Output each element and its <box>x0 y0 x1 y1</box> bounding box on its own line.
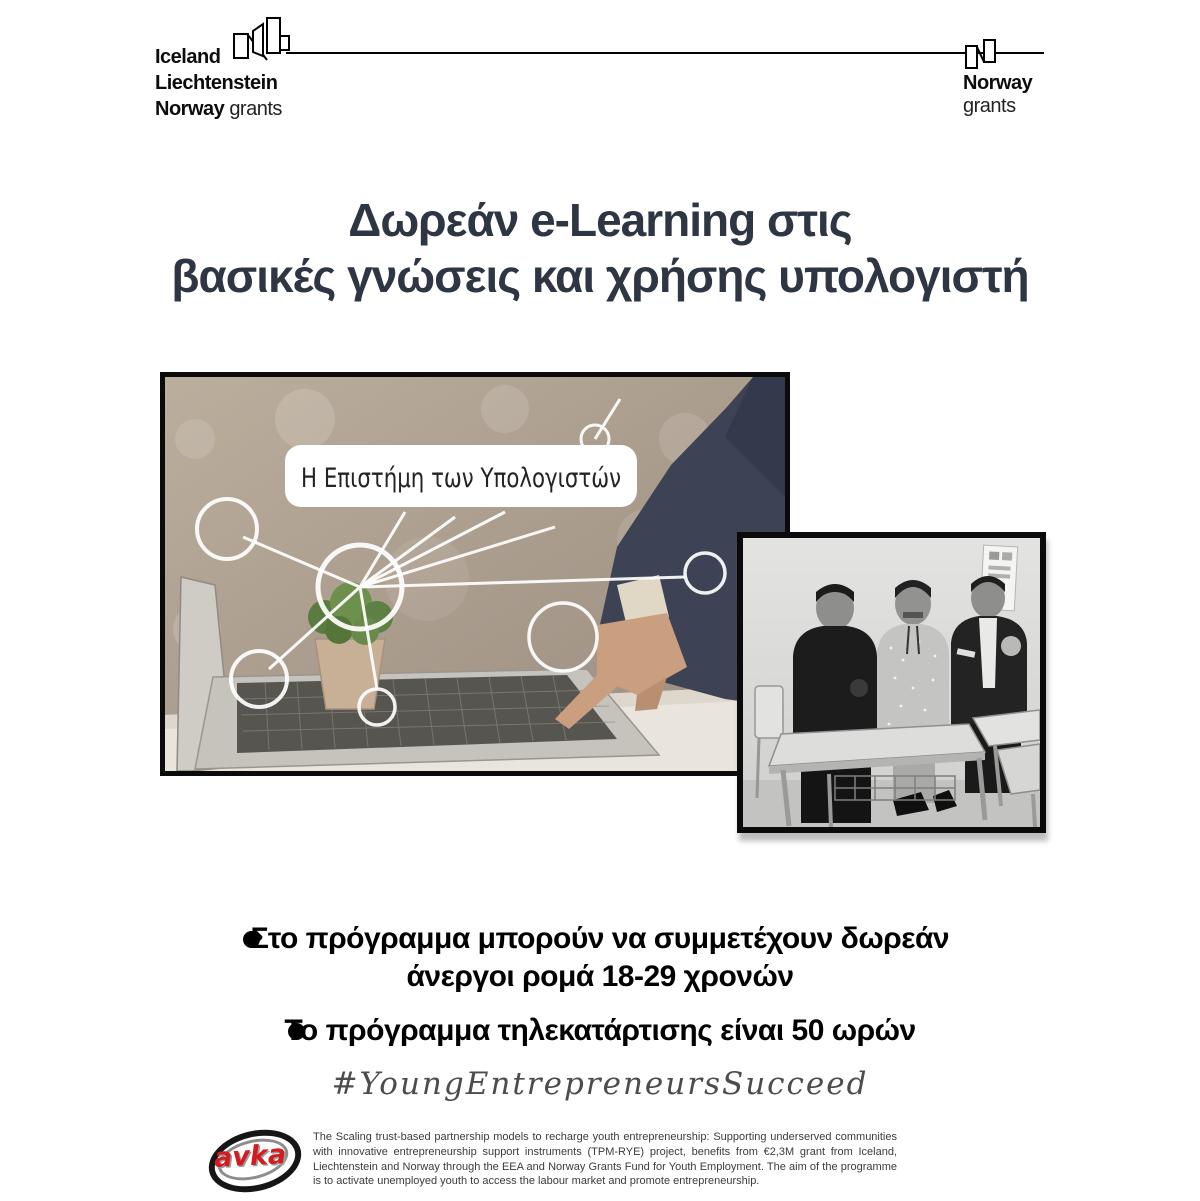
page-title-line2: βασικές γνώσεις και χρήσης υπολογιστή <box>171 250 1029 302</box>
header-divider-line <box>286 52 1044 54</box>
norway-grants-logo-line2: grants <box>963 95 1016 117</box>
eea-grants-logo-line3 <box>155 96 282 122</box>
page-title-line1: Δωρεάν e-Learning στις <box>348 194 852 246</box>
bullet2-line1: Το πρόγραμμα τηλεκατάρτισης είναι 50 ωρών <box>284 1014 916 1047</box>
avka-logo <box>205 1126 299 1192</box>
avka-logo-text: avka <box>213 1139 287 1174</box>
bullet1-line1: Στο πρόγραμμα μπορούν να συμμετέχουν δωρεάν <box>250 922 950 955</box>
hero-caption-label: Η Επιστήμη των Υπολογιστών <box>301 463 621 494</box>
norway-grants-logo-line1: Norway <box>963 72 1033 94</box>
bullet1-line2: άνεργοι ρομά 18-29 χρονών <box>406 960 794 993</box>
eea-grants-mark-icon <box>232 12 294 73</box>
footer <box>205 1126 905 1192</box>
hashtag-text: #YoungEntrepreneursSucceed <box>331 1066 869 1102</box>
eea-grants-logo-line1: Iceland <box>155 46 221 68</box>
hero-photo-laptop <box>160 372 790 776</box>
eea-grants-logo-line3-bold: Norway <box>155 98 225 120</box>
classroom-photo <box>737 532 1046 833</box>
footer-description: The Scaling trust-based partnership models to recharge youth entrepreneurship: Supporting underserved communities with innovative entrepreneurship support instruments (TPM-RYE) project, benefits from €2,3M grant from Iceland, Liechtenstein and Norway through the EEA and Norway Grants Fund for Youth Employment. The aim of the programme is to activate unemployed youth to access the labour market and promote entrepreneurship. <box>313 1131 897 1188</box>
eea-grants-logo-line2: Liechtenstein <box>155 72 278 94</box>
norway-grants-logo <box>963 36 1032 118</box>
eea-grants-logo-line3-light: grants <box>229 98 282 120</box>
norway-grants-mark-icon <box>963 36 1011 81</box>
page-title <box>0 192 1200 304</box>
